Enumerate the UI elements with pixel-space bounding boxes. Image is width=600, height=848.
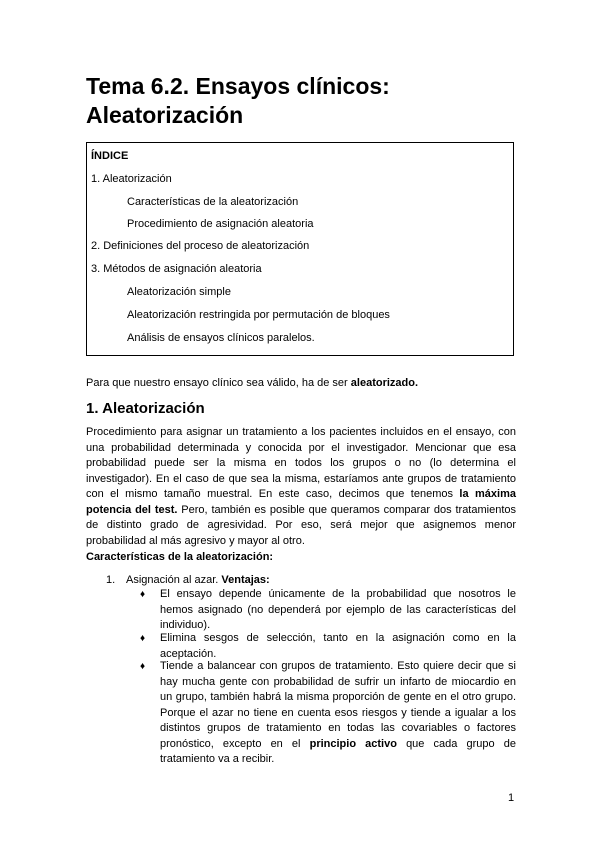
numbered-item [106, 573, 270, 587]
para-text: Pero, también es posible que queramos comparar dos tratamientos de distinto grado de agresividad. Por eso, será mejor que asignemos menor probabilidad al más agresivo y mayor al otro. [86, 503, 516, 547]
bullet-text [160, 659, 516, 768]
bullet-text: Elimina sesgos de selección, tanto en la asignación como en la aceptación. [160, 632, 516, 660]
toc-item: Análisis de ensayos clínicos paralelos. [127, 332, 315, 344]
section1-paragraph [86, 425, 516, 549]
toc-item: 1. Aleatorización [91, 173, 172, 185]
item-text: Asignación al azar. [126, 574, 222, 586]
toc-item: Aleatorización restringida por permutación de bloques [127, 309, 390, 321]
diamond-bullet-icon: ♦ [140, 633, 146, 644]
toc-item: Aleatorización simple [127, 286, 231, 298]
bullet-text: El ensayo depende únicamente de la probabilidad que nosotros le hemos asignado (no dependerá por ejemplo de las características del individuo). [160, 588, 516, 631]
table-of-contents [86, 142, 514, 356]
diamond-bullet-icon: ♦ [140, 589, 146, 600]
bullet-bold: principio activo [309, 737, 397, 750]
intro-bold: aleatorizado. [350, 377, 419, 389]
diamond-bullet-icon: ♦ [140, 661, 146, 672]
page-title: Tema 6.2. Ensayos clínicos: Aleatorización [86, 73, 390, 128]
toc-item: Características de la aleatorización [127, 196, 299, 208]
item-number: 1. [106, 574, 116, 586]
page-number: 1 [508, 792, 515, 804]
bullet-text-part: Tiende a balancear con grupos de tratamiento. Esto quiere decir que si hay mucha gente con probabilidad de sufrir un infarto de miocardio en un grupo, también habrá la misma proporción de gente en el otro grupo. Porque el azar no tiene en cuenta esos riesgos y tiende a igualar a los distintos grupos de tratamiento en todas las covariables o factores pronóstico, excepto en el [160, 660, 516, 750]
para-text: Procedimiento para asignar un tratamiento a los pacientes incluidos en el ensayo, con una probabilidad determinada y conocida por el investigador. Mencionar que esa probabilidad puede ser la misma en todos los grupos o no (lo determina el investigador). En el caso de que sea la misma, estaríamos ante grupos de tratamiento con el mismo tamaño muestral. En este caso, decimos que tenemos [86, 426, 516, 500]
item-bold: Ventajas: [221, 574, 270, 586]
section-heading: 1. Aleatorización [86, 400, 205, 417]
subsection-heading: Características de la aleatorización: [86, 551, 274, 563]
toc-item: Procedimiento de asignación aleatoria [127, 218, 314, 230]
toc-item: 2. Definiciones del proceso de aleatorización [91, 240, 310, 252]
para-bold: la máxima potencia del test. [86, 488, 516, 516]
bullet-text-part: que cada grupo de tratamiento va a recibir. [160, 737, 516, 765]
intro-text: Para que nuestro ensayo clínico sea válido, ha de ser [86, 377, 351, 389]
toc-heading: ÍNDICE [91, 150, 129, 162]
toc-item: 3. Métodos de asignación aleatoria [91, 263, 262, 275]
intro-paragraph [86, 376, 516, 392]
